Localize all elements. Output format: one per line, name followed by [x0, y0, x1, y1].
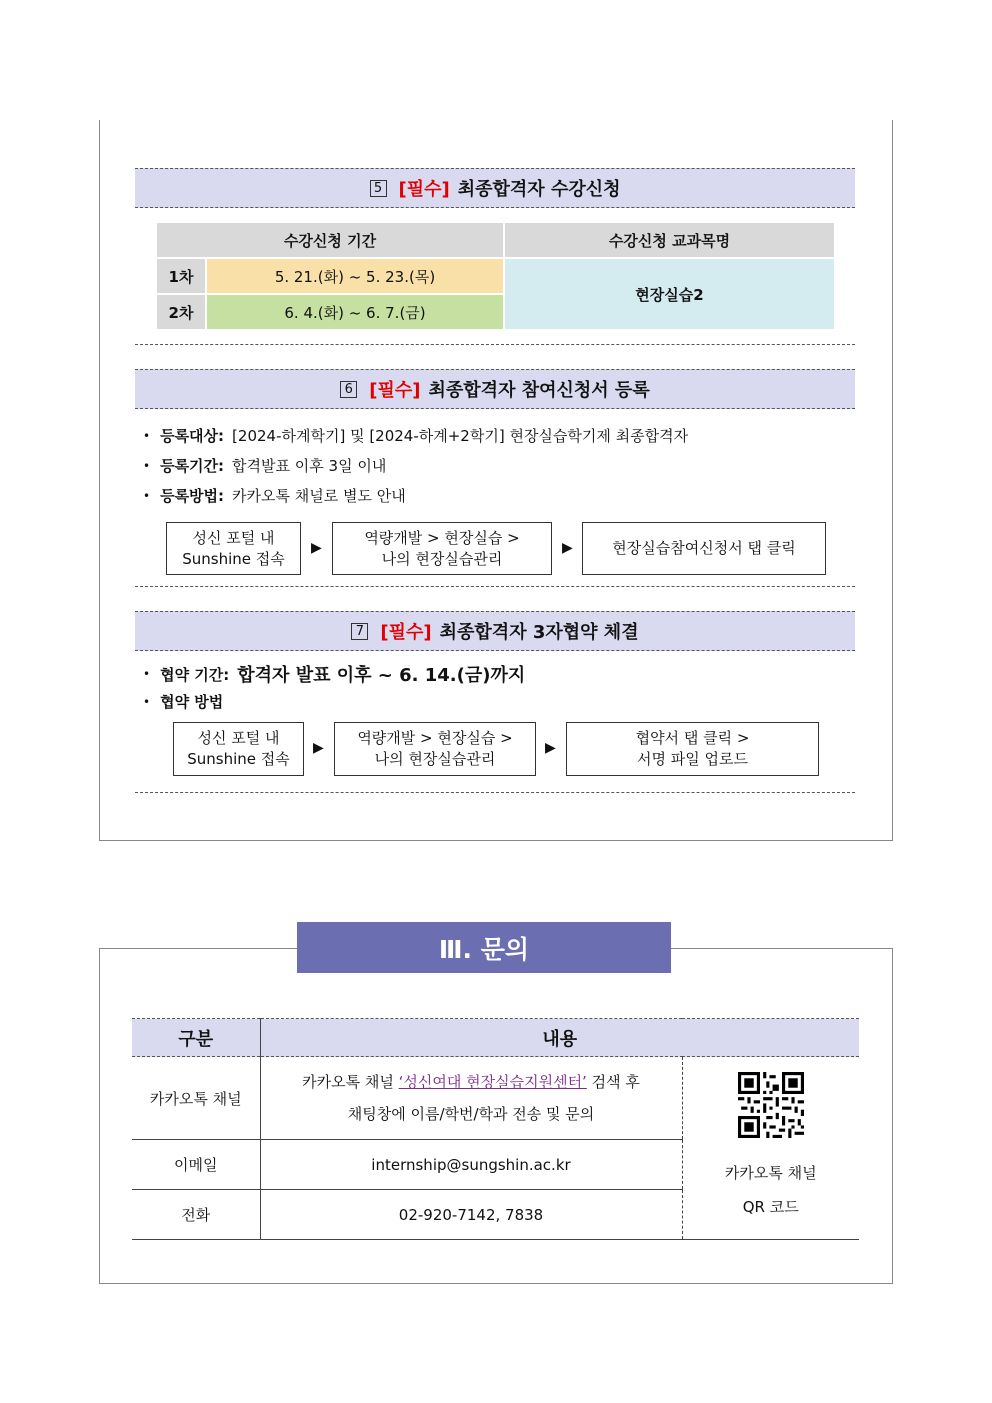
list-item: • 등록기간: 합격발표 이후 3일 이내 — [143, 457, 387, 475]
round-label: 2차 — [156, 294, 206, 330]
flow-step-tab — [582, 522, 826, 575]
period-header: 수강신청 기간 — [156, 222, 504, 258]
qr-caption: QR 코드 — [742, 1198, 799, 1216]
bullet-label: 등록대상: — [160, 427, 225, 445]
flow-step-portal — [173, 722, 304, 776]
round-period: 5. 21.(화) ~ 5. 23.(목) — [206, 258, 504, 294]
divider — [135, 344, 855, 345]
inquiry-table — [132, 1018, 859, 1240]
row-label-phone: 전화 — [132, 1190, 260, 1240]
flow-line: 서명 파일 업로드 — [637, 750, 748, 768]
bullet-label: 협약 기간: — [160, 665, 230, 684]
flow-line: 현장실습참여신청서 탭 클릭 — [612, 539, 796, 557]
flow-line: Sunshine 접속 — [182, 549, 285, 568]
section6-header — [135, 369, 855, 409]
section7-header — [135, 611, 855, 651]
qr-code-icon[interactable] — [738, 1072, 804, 1138]
flow-step-portal — [166, 522, 301, 575]
kakao-channel-link[interactable]: ‘성신여대 현장실습지원센터’ — [398, 1073, 587, 1091]
kakao-content — [260, 1057, 682, 1140]
inquiry-banner: Ⅲ. 문의 — [297, 922, 671, 973]
required-tag: [필수] — [369, 380, 421, 401]
row-label-email: 이메일 — [132, 1140, 260, 1190]
bullet-label: 등록방법: — [160, 487, 225, 505]
arrow-right-icon: ▶ — [545, 740, 556, 756]
flow-step-menu — [332, 522, 552, 575]
divider — [135, 586, 855, 587]
email-value[interactable]: internship@sungshin.ac.kr — [260, 1140, 682, 1190]
bullet-text: [2024-하계학기] 및 [2024-하계+2학기] 현장실습학기제 최종합격자 — [232, 427, 689, 445]
kakao-text: 검색 후 — [591, 1073, 640, 1091]
list-item: • 등록대상: [2024-하계학기] 및 [2024-하계+2학기] 현장실습학기제 최종합격자 — [143, 427, 689, 445]
section-title: 최종합격자 3자협약 체결 — [439, 622, 639, 643]
flow-step-menu — [334, 722, 536, 776]
list-item: • 등록방법: 카카오톡 채널로 별도 안내 — [143, 487, 406, 505]
round-label: 1차 — [156, 258, 206, 294]
arrow-right-icon: ▶ — [562, 540, 573, 556]
course-header: 수강신청 교과목명 — [504, 222, 835, 258]
flow-line: Sunshine 접속 — [187, 750, 290, 768]
flow-line: 나의 현장실습관리 — [374, 750, 496, 768]
list-item: • 협약 기간: 합격자 발표 이후 ~ 6. 14.(금)까지 — [143, 661, 525, 687]
section-number: 6 — [340, 381, 357, 398]
kakao-text: 카카오톡 채널 — [302, 1073, 394, 1091]
section-number: 5 — [370, 180, 387, 197]
course-name: 현장실습2 — [504, 258, 835, 330]
flow-line: 성신 포털 내 — [192, 528, 275, 547]
kakao-text: 채팅창에 이름/학번/학과 전송 및 문의 — [347, 1105, 595, 1123]
section-title: 최종합격자 수강신청 — [457, 179, 621, 200]
bullet-text: 합격발표 이후 3일 이내 — [232, 457, 387, 475]
flow-line: 역량개발 > 현장실습 > — [357, 729, 513, 747]
phone-value: 02-920-7142, 7838 — [260, 1190, 682, 1240]
arrow-right-icon: ▶ — [313, 740, 324, 756]
divider — [135, 792, 855, 793]
arrow-right-icon: ▶ — [311, 540, 322, 556]
registration-period-table — [155, 221, 836, 331]
flow-line: 역량개발 > 현장실습 > — [364, 528, 520, 547]
bullet-text: 카카오톡 채널로 별도 안내 — [232, 487, 406, 505]
qr-cell — [682, 1057, 859, 1240]
bullet-label: 협약 방법 — [160, 693, 224, 711]
qr-caption: 카카오톡 채널 — [724, 1164, 817, 1182]
row-label-kakao: 카카오톡 채널 — [132, 1057, 260, 1140]
bullet-label: 등록기간: — [160, 457, 225, 475]
bullet-text: 합격자 발표 이후 ~ 6. 14.(금)까지 — [237, 665, 526, 686]
flow-line: 협약서 탭 클릭 > — [635, 729, 750, 747]
required-tag: [필수] — [398, 179, 450, 200]
flow-line: 나의 현장실습관리 — [381, 549, 503, 568]
required-tag: [필수] — [380, 622, 432, 643]
flow-step-sign — [566, 722, 819, 776]
flow-line: 성신 포털 내 — [197, 729, 280, 747]
section-title: 최종합격자 참여신청서 등록 — [428, 380, 650, 401]
list-item: • 협약 방법 — [143, 693, 224, 711]
header-content: 내용 — [260, 1019, 859, 1057]
header-category: 구분 — [132, 1019, 260, 1057]
section5-header — [135, 168, 855, 208]
round-period: 6. 4.(화) ~ 6. 7.(금) — [206, 294, 504, 330]
section-number: 7 — [351, 623, 368, 640]
